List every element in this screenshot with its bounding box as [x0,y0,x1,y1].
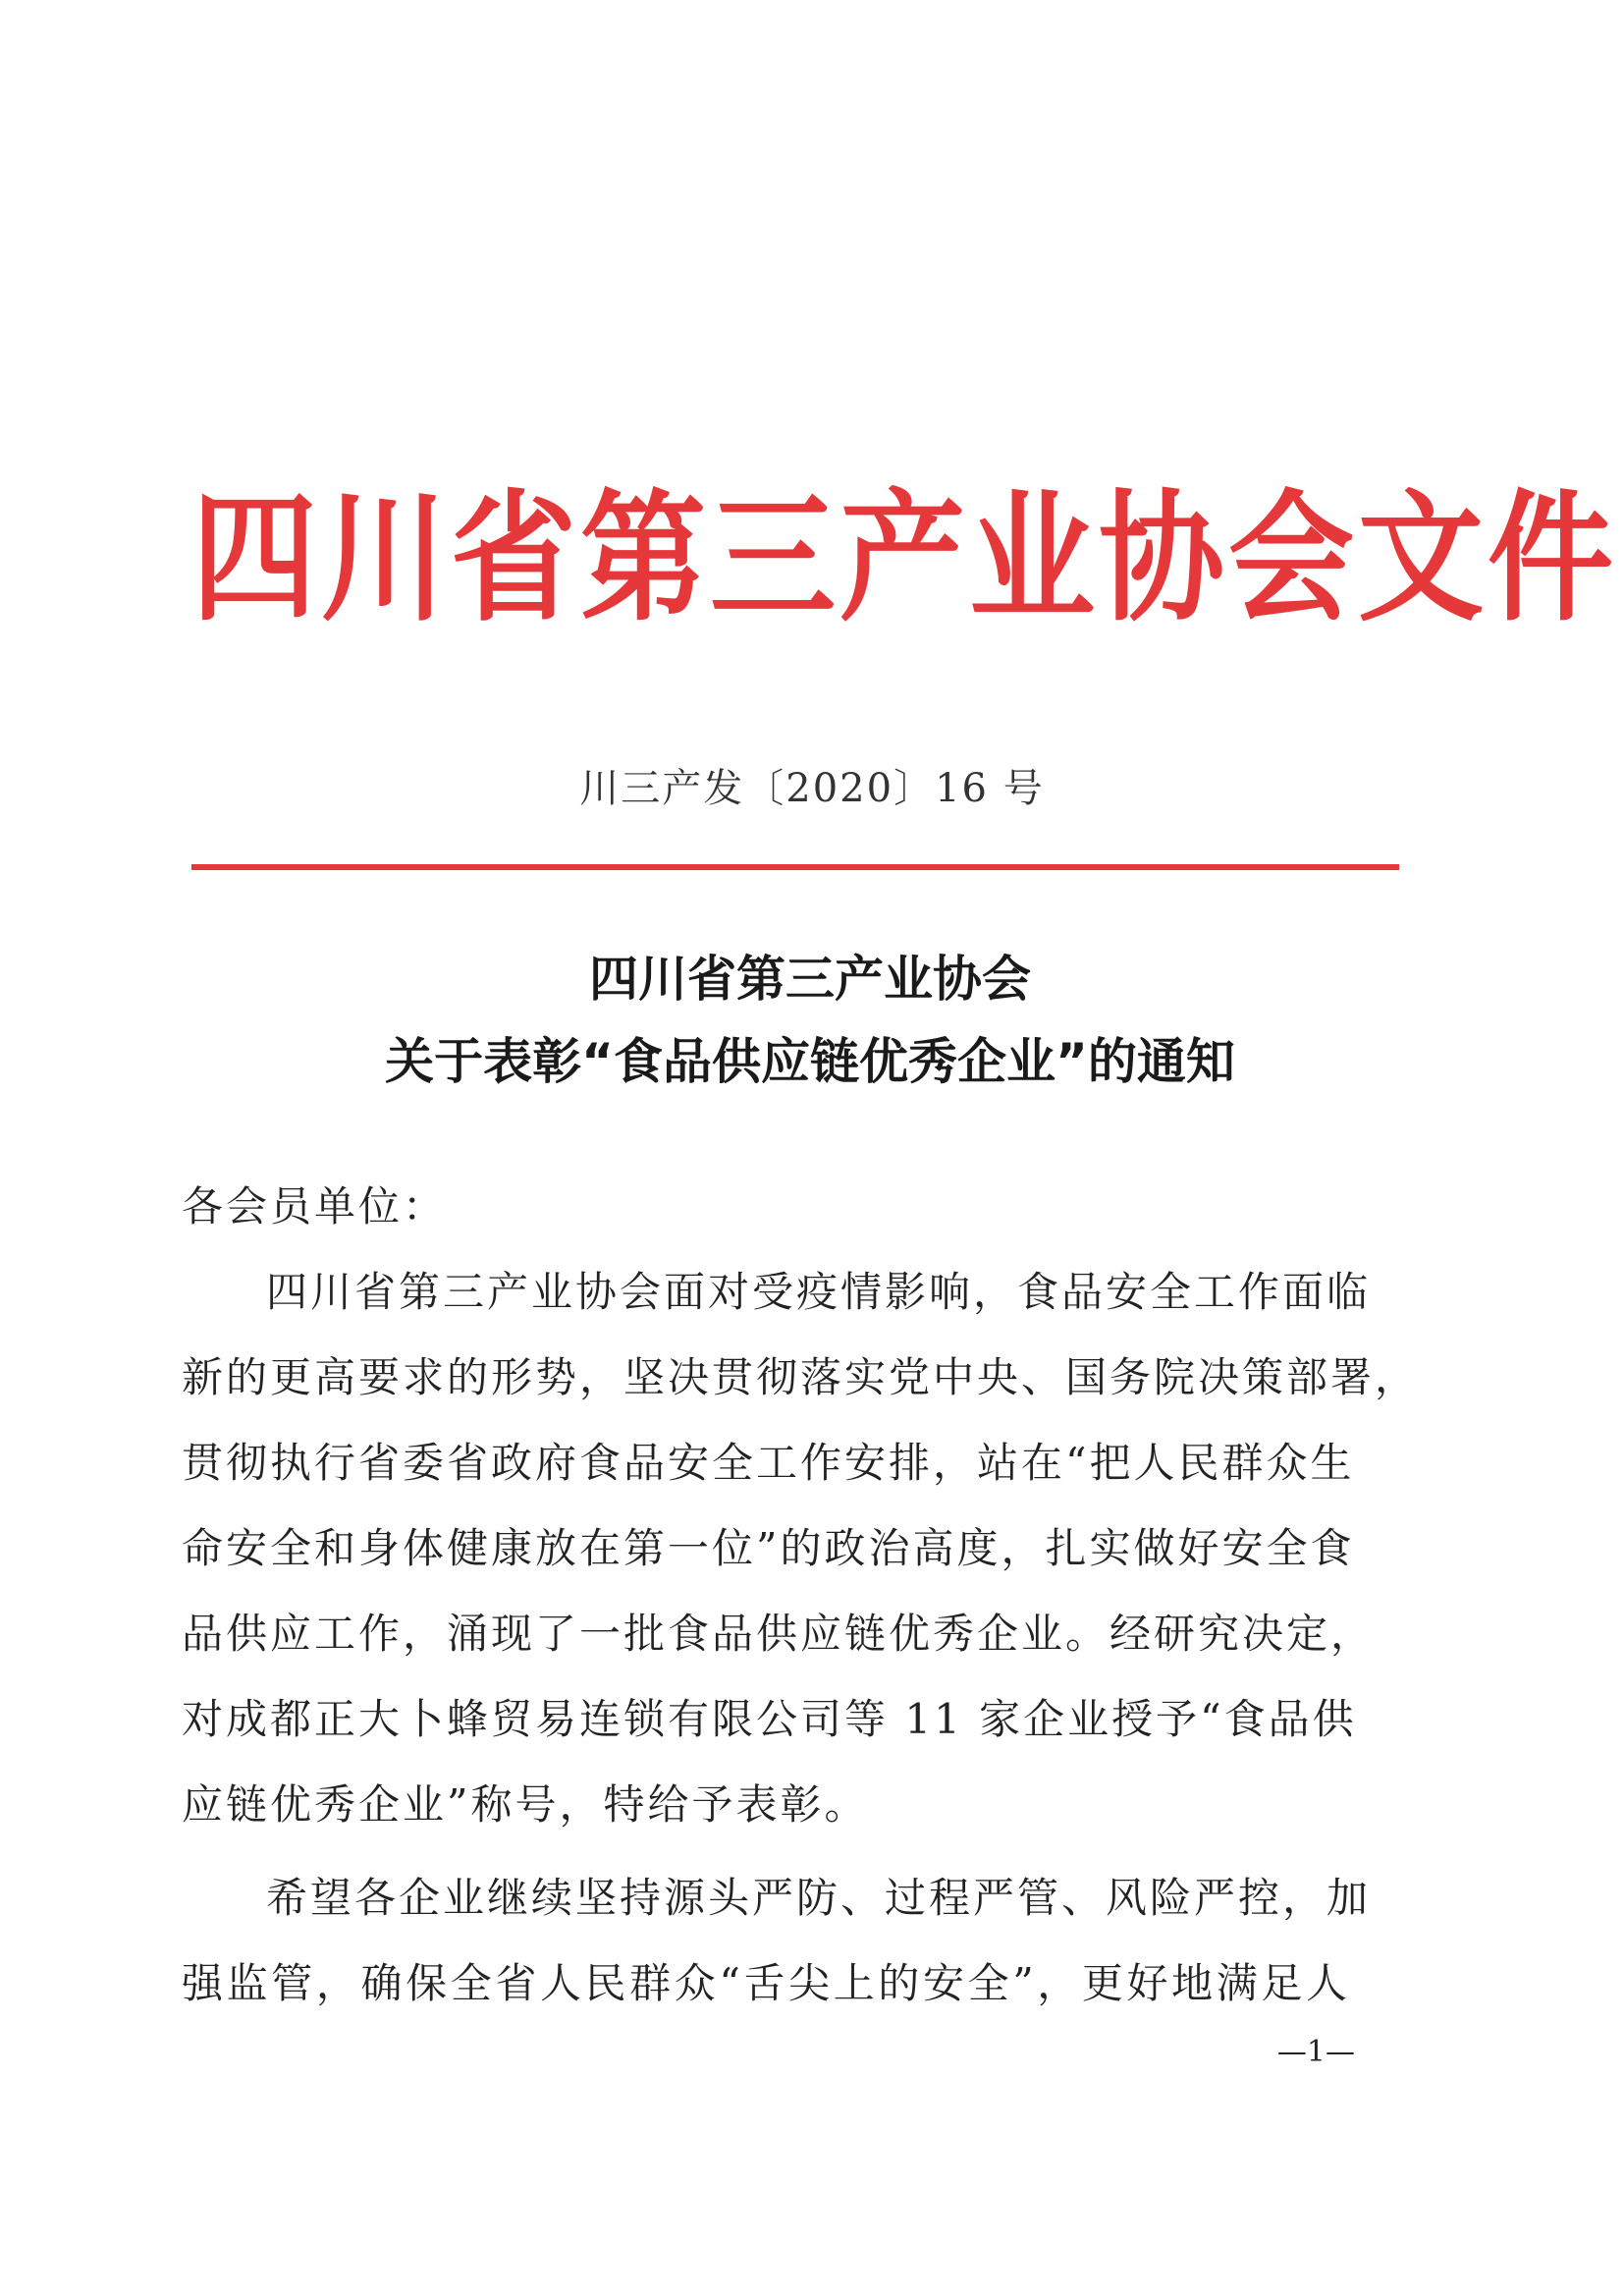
document-number: 川三产发〔2020〕16 号 [579,766,1045,811]
notice-body [182,1164,1420,2026]
paragraph-1-line: 四川省第三产业协会面对受疫情影响，食品安全工作面临 [266,1268,1372,1316]
notice-title-line-1: 四川省第三产业协会 [589,951,1031,1008]
paragraph-1-line: 命安全和身体健康放在第一位”的政治高度，扎实做好安全食 [182,1524,1355,1572]
paragraph-2-line: 强监管，确保全省人民群众“舌尖上的安全”，更好地满足人 [182,1959,1350,2007]
paragraph-1-line: 品供应工作，涌现了一批食品供应链优秀企业。经研究决定， [182,1610,1376,1658]
salutation: 各会员单位： [182,1182,448,1230]
paragraph-1-line: 贯彻执行省委省政府食品安全工作安排，站在“把人民群众生 [182,1439,1355,1487]
paragraph-2-line: 希望各企业继续坚持源头严防、过程严管、风险严控，加 [266,1874,1372,1922]
paragraph-1-line: 对成都正大卜蜂贸易连锁有限公司等 11 家企业授予“食品供 [182,1695,1357,1743]
issuing-organization-header: 四川省第三产业协会文件 [191,477,1618,641]
red-divider-rule [191,864,1399,870]
page-number: —1— [1276,2035,1355,2069]
paragraph-1-line: 应链优秀企业”称号，特给予表彰。 [182,1780,869,1829]
notice-title [157,938,1463,1103]
paragraph-spacer [182,1847,1350,1855]
paragraph-1-line: 新的更高要求的形势，坚决贯彻落实党中央、国务院决策部署， [182,1353,1420,1401]
notice-title-line-2: 关于表彰“食品供应链优秀企业”的通知 [385,1033,1235,1090]
